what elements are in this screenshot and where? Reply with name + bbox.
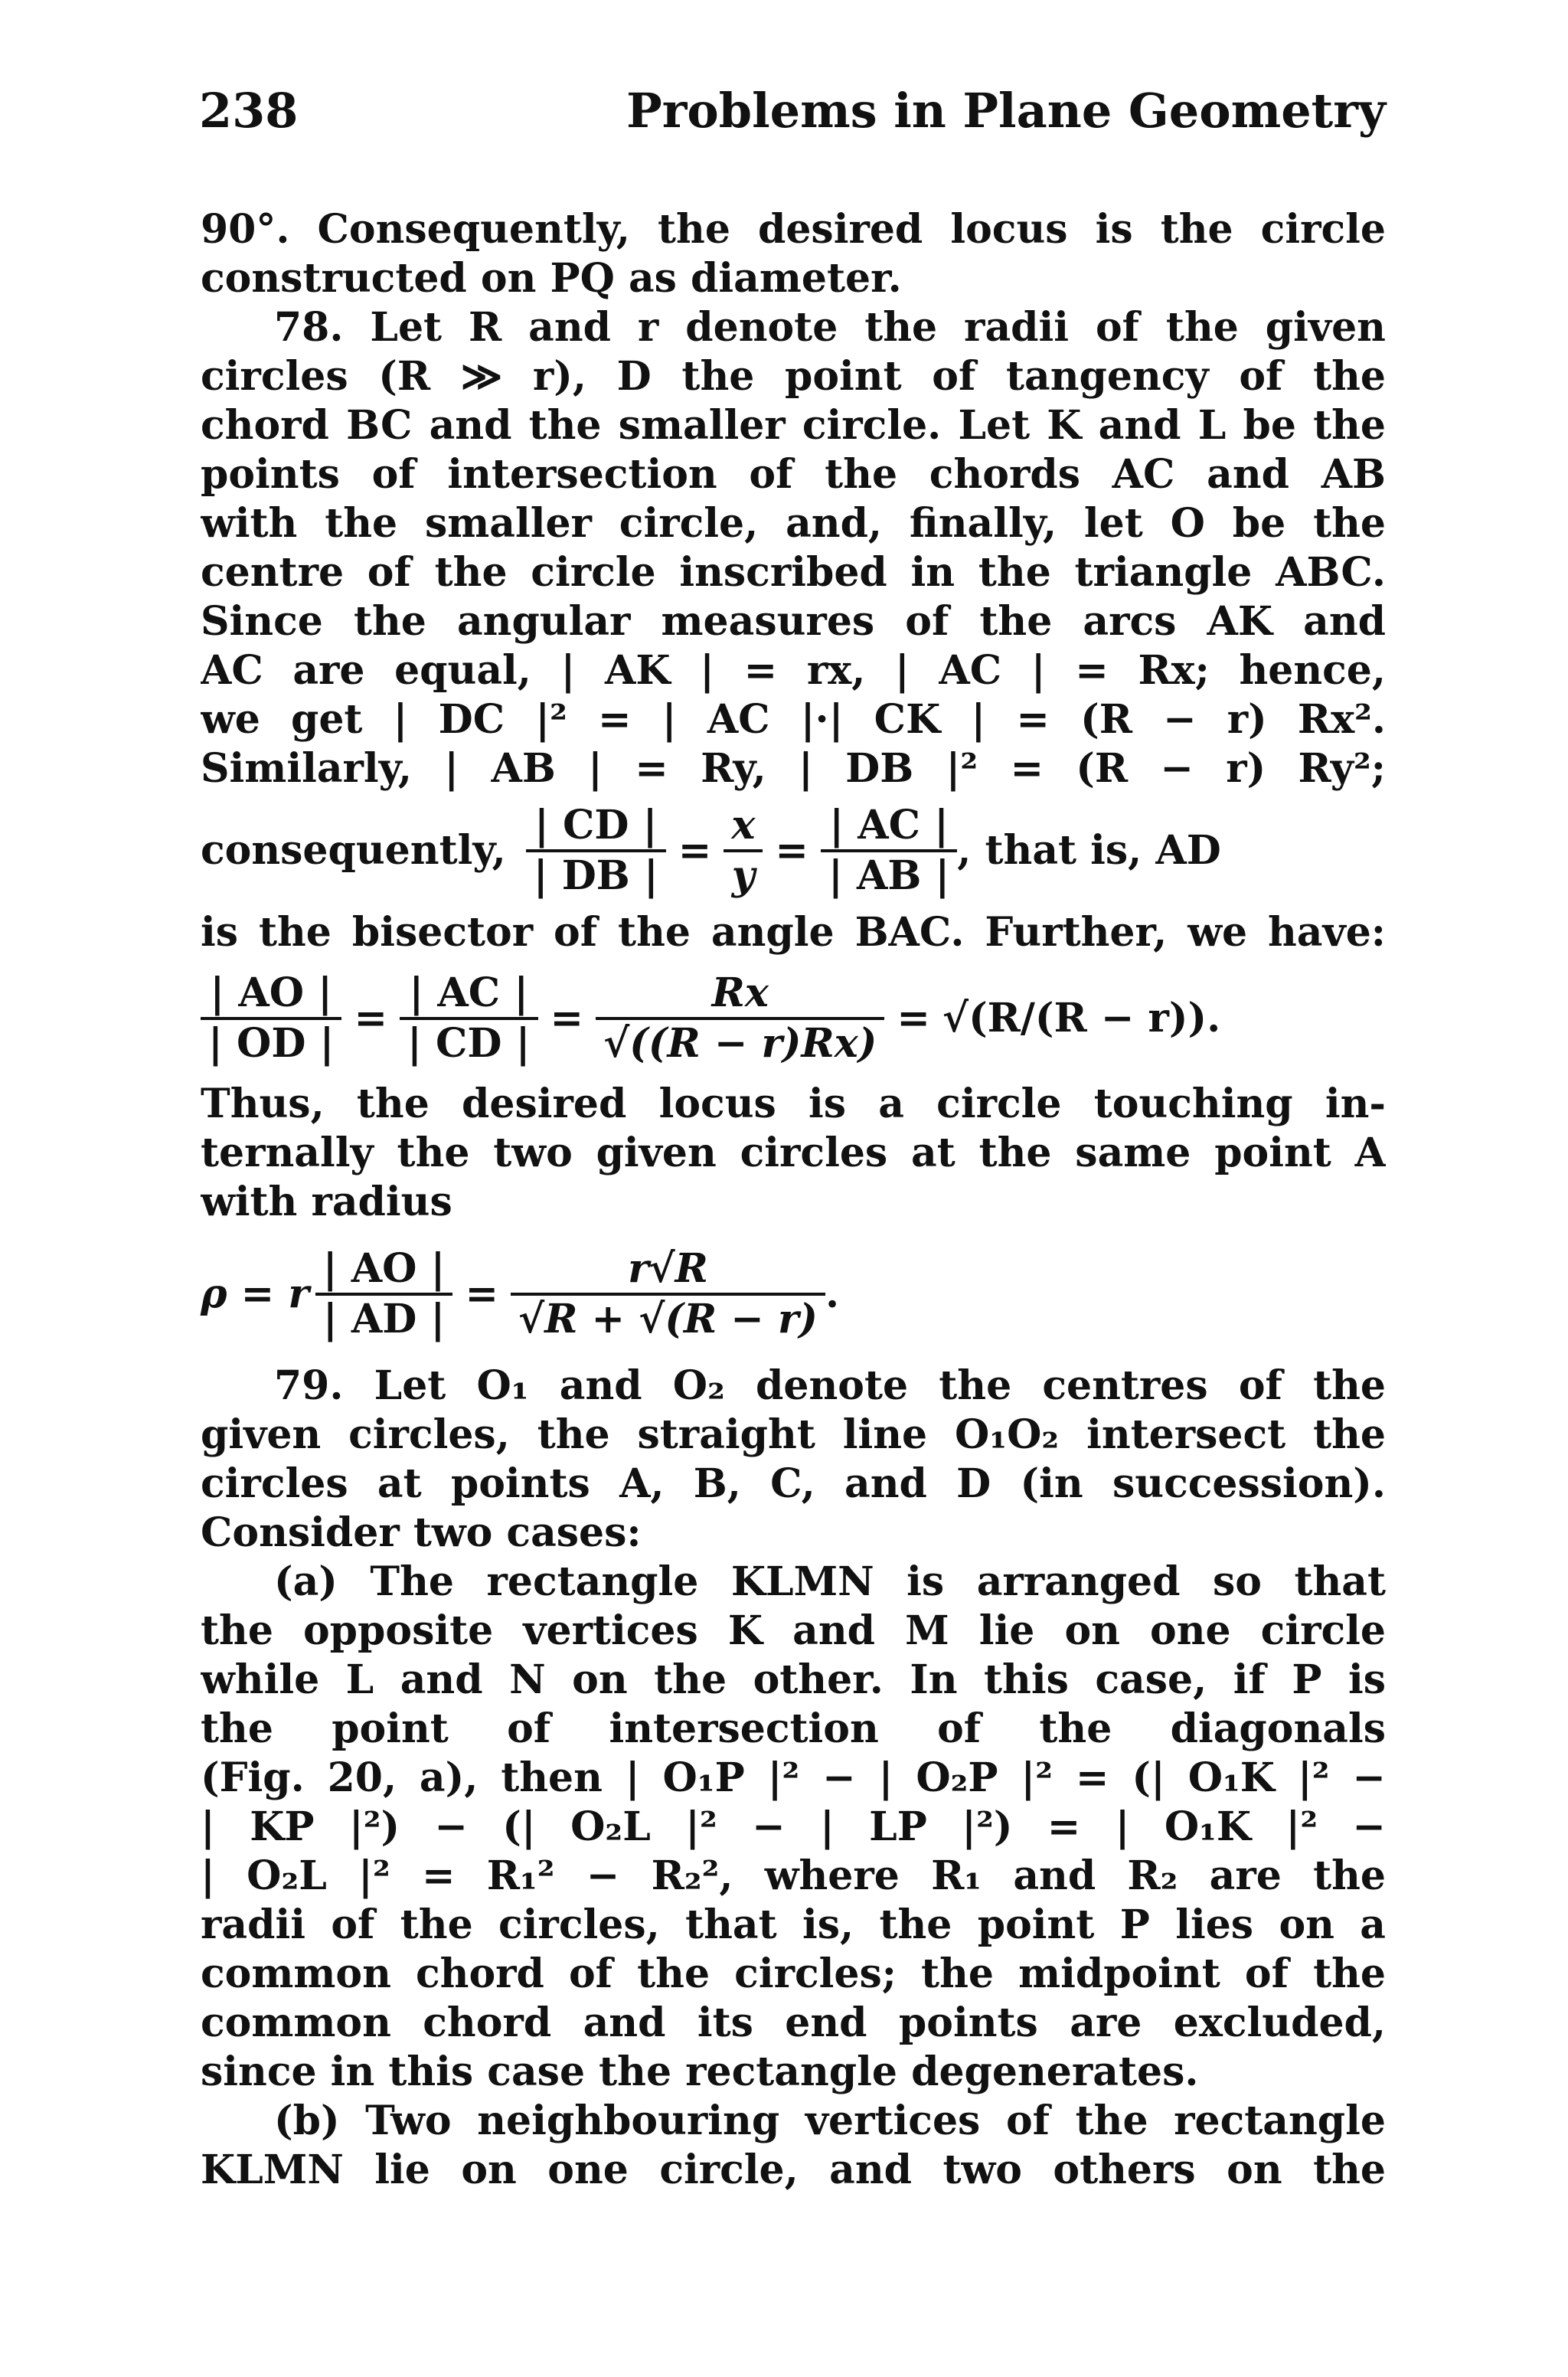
text-line: points of intersection of the chords AC and AB — [201, 451, 1386, 498]
text-line: Thus, the desired locus is a circle touching in- — [201, 1081, 1386, 1127]
text-line: circles (R ≫ r), D the point of tangency of the — [201, 353, 1386, 400]
text-line: constructed on PQ as diameter. — [201, 255, 902, 302]
text-line: (a) The rectangle KLMN is arranged so that — [274, 1558, 1386, 1605]
fraction-rho-radius: $\frac{r√R}{√R + √(R - r)}$ — [511, 1245, 825, 1343]
text-line: 78. Let R and r denote the radii of the given — [274, 304, 1386, 351]
text-line: with radius — [201, 1179, 452, 1225]
formula-rho: ρ = r $\frac{| AO |}{| AD |}$ = $\frac{r√R}{√R + √(R - r)}$ . — [201, 1245, 840, 1342]
text-line: Similarly, | AB | = Ry, | DB |² = (R − r) Ry²; — [201, 745, 1386, 792]
book-title: Problems in Plane Geometry — [626, 83, 1386, 139]
fraction-ac-cd: $\frac{| AC |}{| CD |}$ — [400, 969, 538, 1068]
formula-ratio-cd-db: consequently, $\frac{| CD |}{| DB |}$ = $\frac{x}{y}$ = $\frac{| AC |}{| AB |}$ , that is, AD — [201, 802, 1221, 899]
fraction-ac-ab: $\frac{| AC |}{| AB |}$ — [821, 802, 957, 900]
fraction-rx-sqrt: $\frac{Rx}{√((R - r)Rx)}$ — [596, 969, 884, 1068]
text-line: | O₂L |² = R₁² − R₂², where R₁ and R₂ are the — [201, 1852, 1386, 1899]
fraction-x-y: $\frac{x}{y}$ — [724, 802, 763, 900]
text-line: (b) Two neighbouring vertices of the rectangle — [274, 2097, 1386, 2144]
formula-ratio-ao-od: $\frac{| AO |}{| OD |}$ = $\frac{| AC |}{| CD |}$ = $\frac{Rx}{√((R - r)Rx)}$ = √(R/(R − r)) . — [201, 957, 1386, 1080]
text-line: common chord of the circles; the midpoint of the — [201, 1950, 1386, 1997]
text-line: while L and N on the other. In this case, if P is — [201, 1656, 1386, 1703]
text-line: Consider two cases: — [201, 1509, 642, 1556]
formula-tail: , that is, AD — [957, 827, 1221, 874]
text-line: chord BC and the smaller circle. Let K and L be the — [201, 402, 1386, 449]
text-line: 90°. Consequently, the desired locus is the circle — [201, 206, 1386, 253]
text-line: the opposite vertices K and M lie on one circle — [201, 1607, 1386, 1654]
text-line: KLMN lie on one circle, and two others on the — [201, 2146, 1386, 2193]
text-line: | KP |²) − (| O₂L |² − | LP |²) = | O₁K |² − — [201, 1803, 1386, 1850]
text-line: common chord and its end points are excluded, — [201, 1999, 1386, 2046]
text-line: (Fig. 20, a), then | O₁P |² − | O₂P |² = (| O₁K |² − — [201, 1754, 1386, 1801]
fraction-ao-od: $\frac{| AO |}{| OD |}$ — [201, 969, 341, 1068]
text-line: centre of the circle inscribed in the triangle ABC. — [201, 549, 1386, 596]
text-line: given circles, the straight line O₁O₂ intersect the — [201, 1411, 1386, 1458]
text-line: ternally the two given circles at the same point A — [201, 1130, 1386, 1176]
text-line: AC are equal, | AK | = rx, | AC | = Rx; hence, — [201, 647, 1386, 694]
text-line: 79. Let O₁ and O₂ denote the centres of the — [274, 1362, 1386, 1409]
running-header — [199, 83, 1386, 152]
fraction-cd-db: $\frac{| CD |}{| DB |}$ — [526, 802, 666, 900]
text-line: circles at points A, B, C, and D (in succession). — [201, 1460, 1386, 1507]
text-line: we get | DC |² = | AC |·| CK | = (R − r) Rx². — [201, 696, 1386, 743]
text-line: since in this case the rectangle degenerates. — [201, 2048, 1199, 2095]
text-line: radii of the circles, that is, the point P lies on a — [201, 1901, 1386, 1948]
text-line: Since the angular measures of the arcs AK and — [201, 598, 1386, 645]
text-line: the point of intersection of the diagonals — [201, 1705, 1386, 1752]
text-line: with the smaller circle, and, finally, let O be the — [201, 500, 1386, 547]
body-text — [201, 205, 1386, 2195]
sqrt-r-over-r-minus-r: √(R/(R − r)) — [942, 995, 1207, 1041]
text-line: is the bisector of the angle BAC. Further, we have: — [201, 909, 1386, 956]
fraction-ao-ad: $\frac{| AO |}{| AD |}$ — [315, 1245, 453, 1343]
rho-lhs: ρ = r — [201, 1270, 309, 1317]
page-number: 238 — [199, 83, 299, 139]
formula-lead: consequently, — [201, 827, 506, 874]
